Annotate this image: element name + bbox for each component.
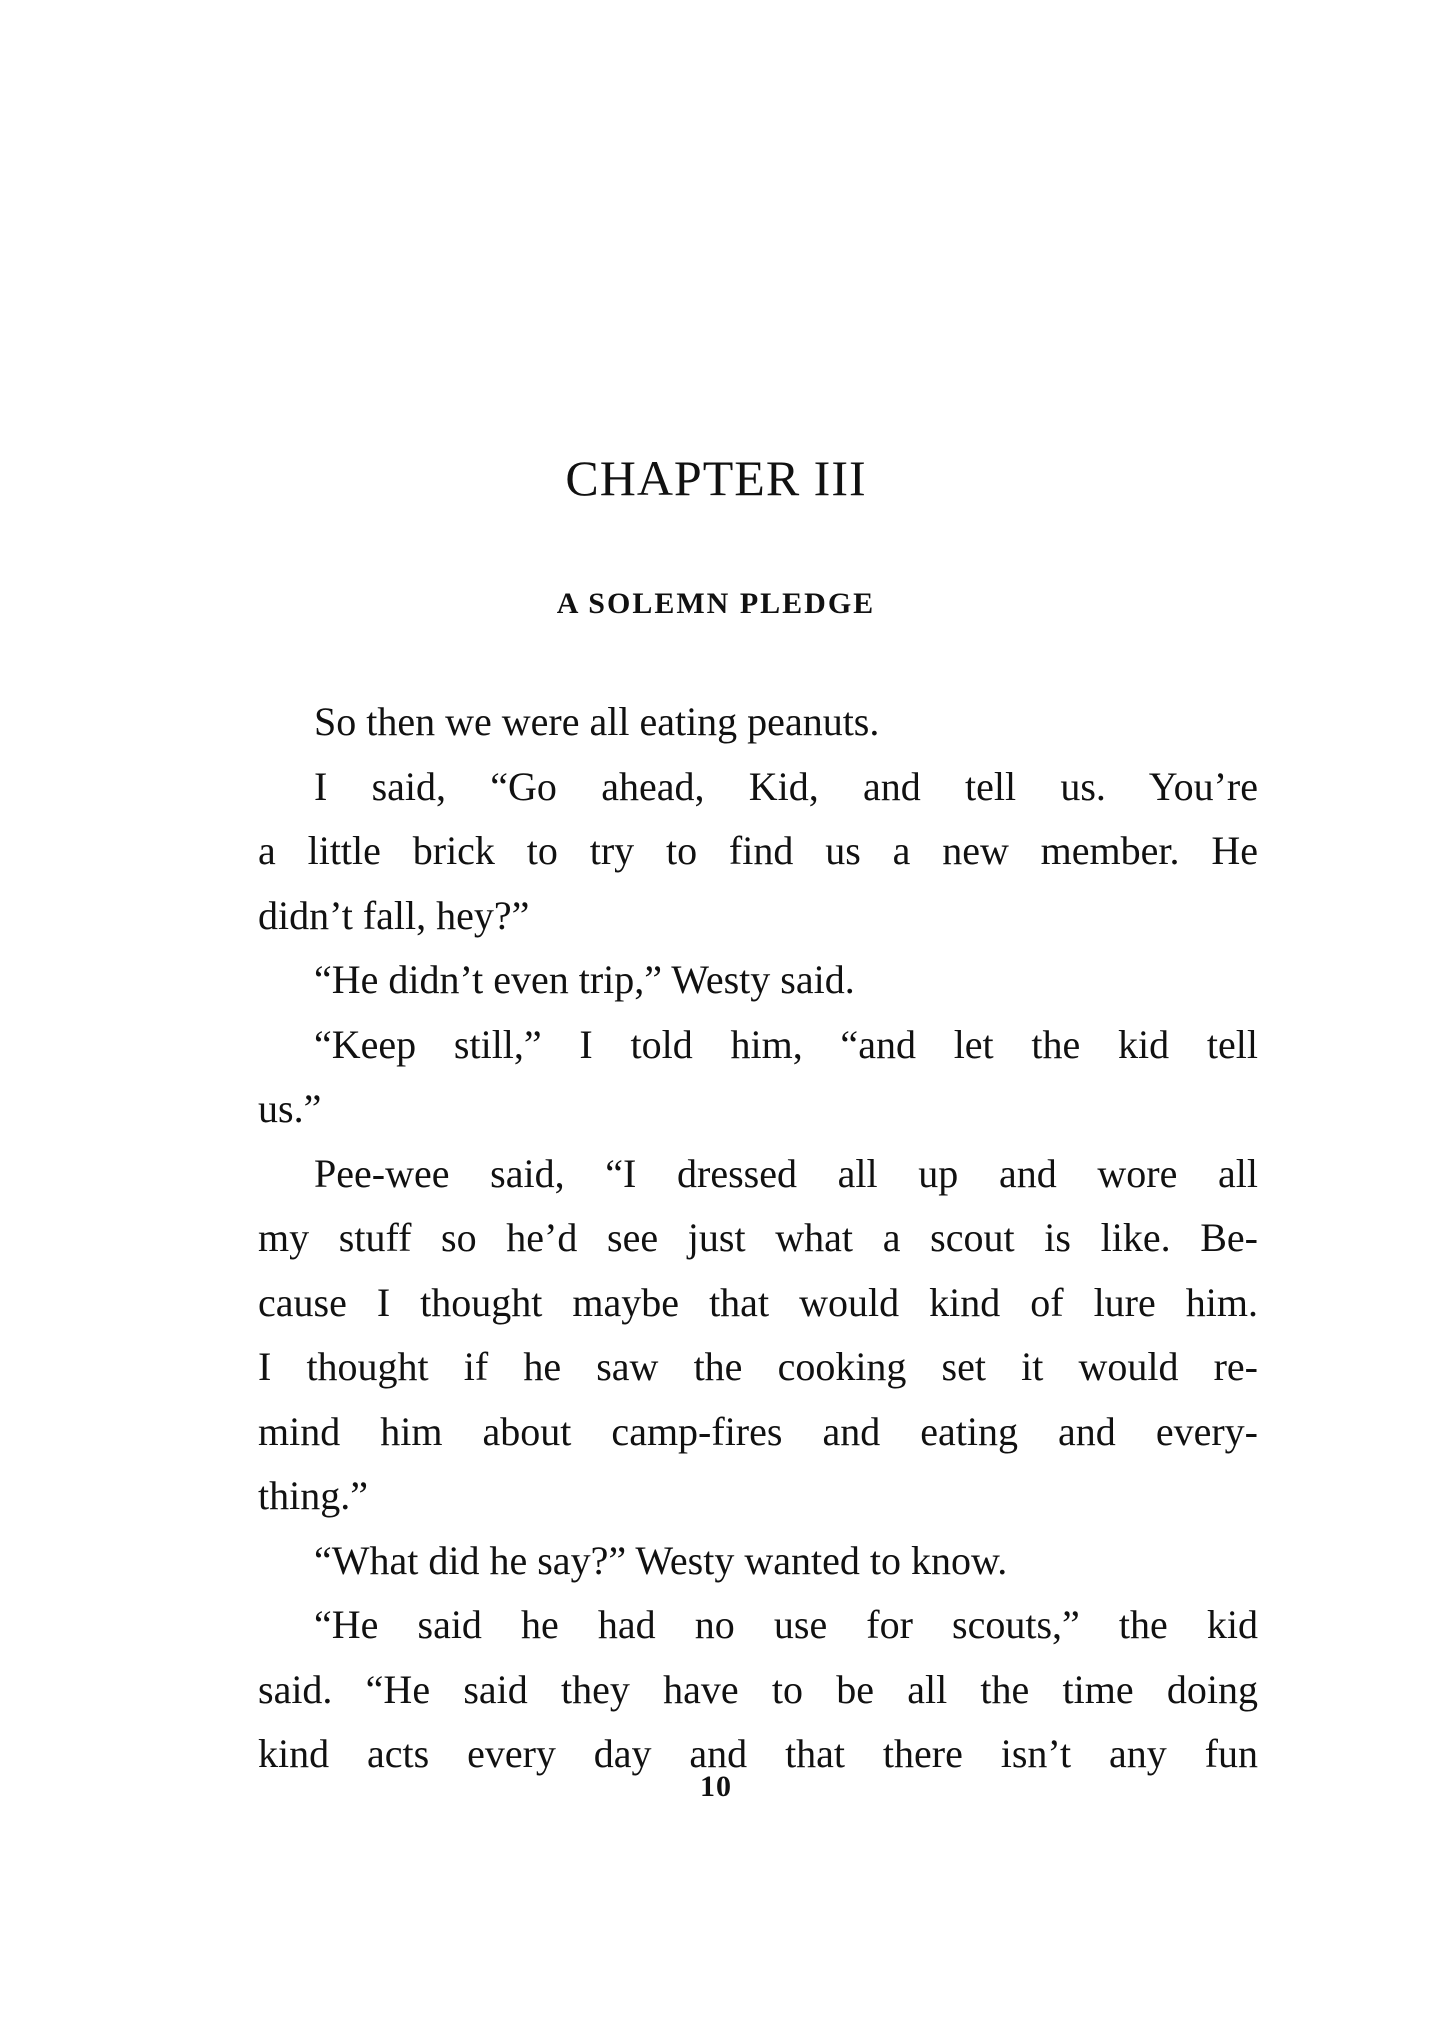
body-text xyxy=(258,690,1258,1787)
text-line: “What did he say?” Westy wanted to know. xyxy=(314,1537,1008,1583)
text-line: cause I thought maybe that would kind of lure him. xyxy=(258,1279,1258,1325)
text-line: kind acts every day and that there isn’t any fun xyxy=(258,1731,1258,1776)
text-line: I thought if he saw the cooking set it would re- xyxy=(258,1344,1258,1389)
text-line: “Keep still,” I told him, “and let the kid tell xyxy=(314,1021,1258,1067)
page-number: 10 xyxy=(700,1770,732,1803)
text-line: “He didn’t even trip,” Westy said. xyxy=(314,957,855,1002)
chapter-heading: CHAPTER III xyxy=(565,450,867,506)
text-line: “He said he had no use for scouts,” the kid xyxy=(314,1602,1258,1647)
text-line: Pee-wee said, “I dressed all up and wore all xyxy=(314,1150,1258,1196)
text-line: I said, “Go ahead, Kid, and tell us. You’re xyxy=(314,763,1258,809)
text-line: a little brick to try to find us a new member. He xyxy=(258,828,1258,873)
text-line: mind him about camp-fires and eating and every- xyxy=(258,1408,1258,1454)
text-line: thing.” xyxy=(258,1473,368,1518)
text-line: my stuff so he’d see just what a scout is like. Be- xyxy=(258,1215,1258,1260)
text-line: So then we were all eating peanuts. xyxy=(314,699,880,744)
text-line: didn’t fall, hey?” xyxy=(258,892,530,938)
chapter-subtitle: A SOLEMN PLEDGE xyxy=(556,587,876,620)
text-line: said. “He said they have to be all the time doing xyxy=(258,1666,1258,1712)
text-line: us.” xyxy=(258,1086,322,1131)
